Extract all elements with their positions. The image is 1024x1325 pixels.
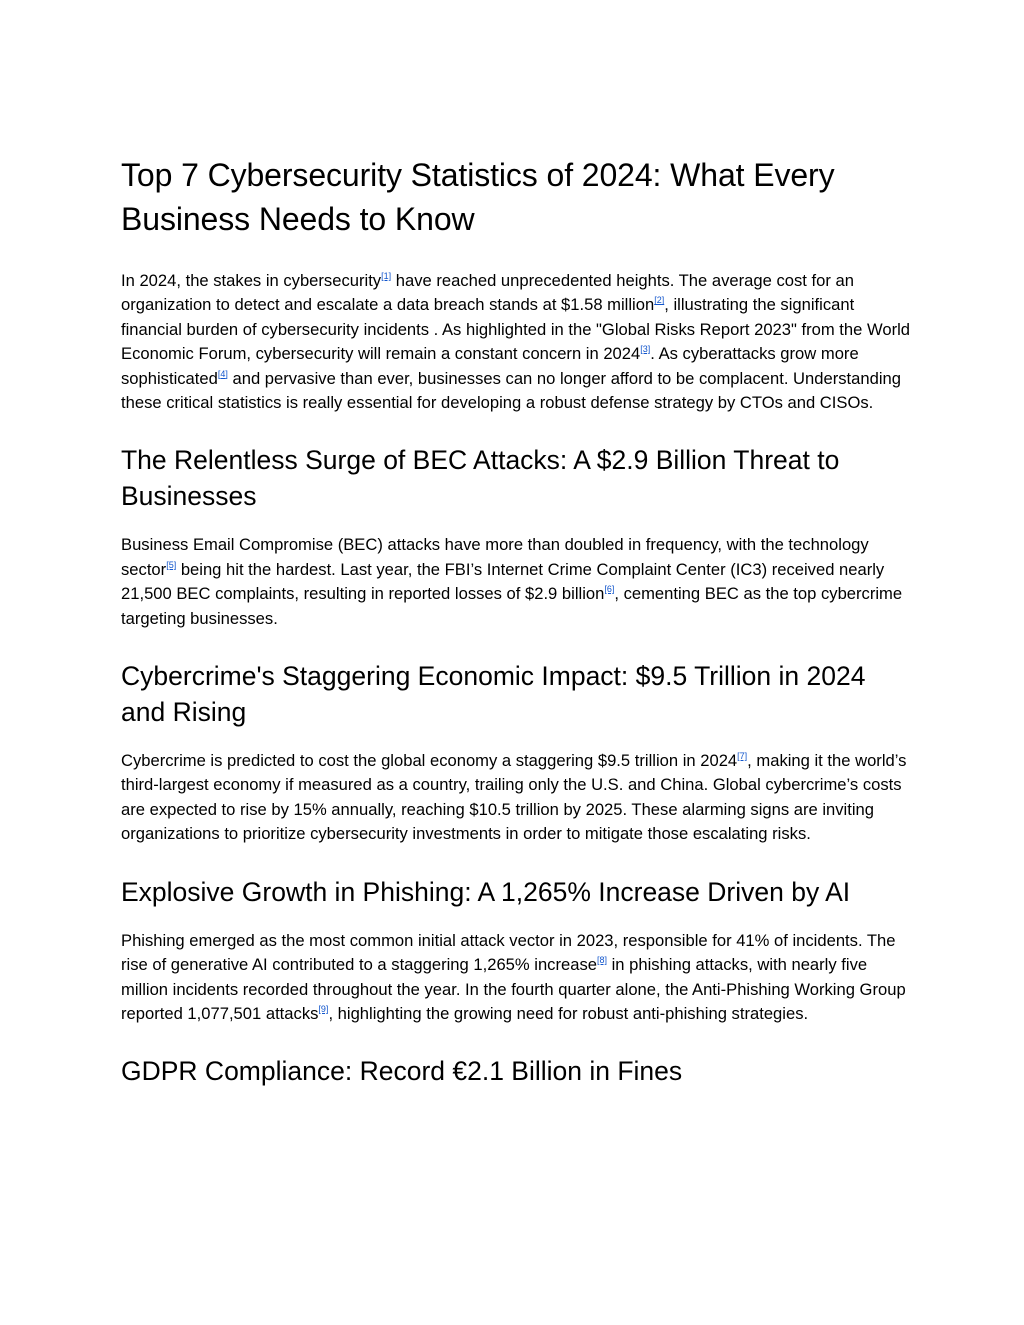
footnote-link-8[interactable]: [8]	[596, 955, 607, 966]
footnote-link-6[interactable]: [6]	[604, 584, 615, 595]
intro-paragraph	[121, 269, 911, 415]
section-paragraph-cybercrime-cost	[121, 749, 911, 847]
footnote-link-3[interactable]: [3]	[640, 344, 651, 355]
intro-text-5: and pervasive than ever, businesses can no longer afford to be complacent. Understanding these critical statistics is really essential for developing a robust defense strategy by CTOs and CISOs.	[121, 368, 901, 413]
phishing-text-1: Phishing emerged as the most common initial attack vector in 2023, responsible for 41% of incidents. The rise of generative AI contributed to a staggering 1,265% increase	[121, 930, 896, 975]
section-heading-cybercrime-cost: Cybercrime's Staggering Economic Impact: $9.5 Trillion in 2024 and Rising	[121, 661, 866, 728]
intro-text-4: . As cyberattacks grow more sophisticated	[121, 344, 859, 388]
bec-text-3: , cementing BEC as the top cybercrime targeting businesses.	[121, 584, 903, 628]
phishing-text-3: , highlighting the growing need for robust anti-phishing strategies.	[328, 1003, 809, 1023]
footnote-link-2[interactable]: [2]	[654, 295, 665, 306]
intro-text-1: In 2024, the stakes in cybersecurity	[121, 271, 382, 290]
document-page	[121, 153, 911, 1108]
footnote-link-7[interactable]: [7]	[737, 751, 748, 762]
section-paragraph-phishing	[121, 929, 911, 1027]
document-title: Top 7 Cybersecurity Statistics of 2024: What Every Business Needs to Know	[121, 157, 835, 237]
phishing-text-2: in phishing attacks, with nearly five million incidents recorded throughout the year. In the fourth quarter alone, the Anti-Phishing Working Group reported 1,077,501 attacks	[121, 955, 906, 1023]
footnote-link-4[interactable]: [4]	[217, 368, 228, 379]
section-paragraph-bec	[121, 533, 911, 631]
intro-text-3: , illustrating the significant financial burden of cybersecurity incidents . As highlighted in the "Global Risks Report 2023" from the World Economic Forum, cybersecurity will remain a constant concern in 2024	[121, 295, 911, 364]
cybercrime-text-1: Cybercrime is predicted to cost the global economy a staggering $9.5 trillion in 2024	[121, 751, 738, 771]
cybercrime-text-2: , making it the world’s third-largest economy if measured as a country, trailing only the U.S. and China. Global cybercrime’s costs are expected to rise by 15% annually, reaching $10.5 trillion by 2025. These alarming signs are inviting organizations to prioritize cybersecurity investments in order to mitigate those escalating risks.	[121, 751, 907, 844]
footnote-link-5[interactable]: [5]	[166, 559, 177, 570]
section-heading-gdpr: GDPR Compliance: Record €2.1 Billion in Fines	[121, 1056, 683, 1087]
bec-text-2: being hit the hardest. Last year, the FBI’s Internet Crime Complaint Center (IC3) received nearly 21,500 BEC complaints, resulting in reported losses of $2.9 billion	[121, 559, 885, 604]
section-heading-phishing: Explosive Growth in Phishing: A 1,265% Increase Driven by AI	[121, 876, 851, 907]
section-heading-bec: The Relentless Surge of BEC Attacks: A $2.9 Billion Threat to Businesses	[121, 445, 840, 512]
footnote-link-9[interactable]: [9]	[318, 1003, 329, 1014]
bec-text-1: Business Email Compromise (BEC) attacks have more than doubled in frequency, with the technology sector	[121, 535, 869, 579]
intro-text-2: have reached unprecedented heights. The average cost for an organization to detect and escalate a data breach stands at $1.58 million	[121, 271, 854, 315]
footnote-link-1[interactable]: [1]	[381, 271, 392, 281]
